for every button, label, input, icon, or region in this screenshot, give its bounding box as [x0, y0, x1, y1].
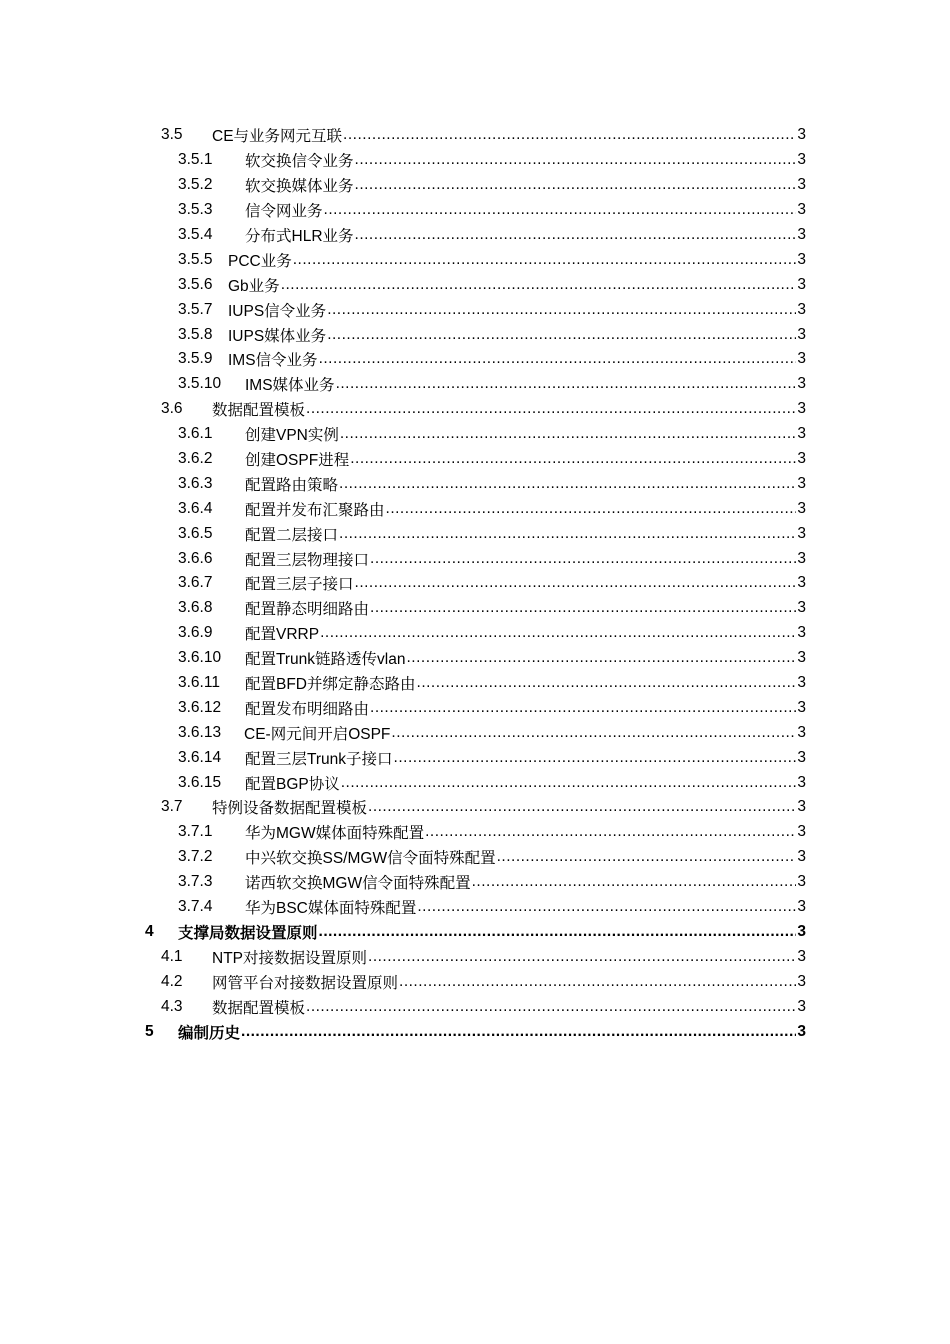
toc-entry-number: 3.5.4 [178, 226, 213, 243]
toc-dot-leader [336, 375, 797, 393]
toc-entry-number: 3.7.1 [178, 823, 213, 841]
toc-dot-leader [281, 276, 797, 294]
toc-entry[interactable] [0, 870, 806, 895]
toc-dot-leader [306, 400, 796, 418]
toc-entry-number: 3.6.1 [178, 425, 213, 443]
toc-entry[interactable] [0, 546, 806, 571]
toc-entry-page-number: 3 [797, 997, 806, 1015]
toc-entry-title: 网管平台对接数据设置原则 [212, 974, 399, 992]
toc-dot-leader [355, 574, 797, 592]
toc-entry-number: 3.7.3 [178, 873, 213, 891]
toc-entry[interactable] [0, 297, 806, 322]
toc-entry[interactable] [0, 272, 806, 297]
toc-entry-number: 3.6.8 [178, 599, 213, 617]
toc-entry-number: 3.6.9 [178, 624, 213, 642]
toc-dot-leader [320, 624, 796, 642]
toc-entry-page-number: 3 [797, 474, 806, 492]
toc-entry[interactable] [0, 447, 806, 472]
toc-entry[interactable] [0, 372, 806, 397]
toc-entry-title: 配置并发布汇聚路由 [245, 501, 385, 519]
toc-entry-page-number: 3 [797, 574, 806, 592]
toc-entry[interactable] [0, 496, 806, 521]
toc-entry-page-number: 3 [797, 126, 806, 144]
toc-entry-page-number: 3 [797, 798, 806, 816]
toc-entry-title: 特例设备数据配置模板 [212, 800, 368, 818]
toc-dot-leader [368, 948, 796, 966]
toc-dot-leader [355, 176, 797, 194]
toc-entry-number: 3.6.14 [178, 748, 222, 766]
toc-entry-title: 数据配置模板 [212, 999, 306, 1017]
toc-entry[interactable] [0, 820, 806, 845]
toc-dot-leader [350, 450, 796, 468]
toc-entry-page-number: 3 [797, 649, 806, 667]
toc-entry-title: 配置发布明细路由 [245, 700, 370, 718]
toc-entry-number: 5 [145, 1022, 154, 1040]
toc-entry[interactable] [0, 223, 806, 248]
toc-entry-title: IUPS媒体业务 [228, 327, 327, 345]
toc-entry-title: 配置VRRP [245, 626, 320, 644]
toc-entry-page-number: 3 [797, 450, 806, 468]
toc-entry-title: 诺西软交换MGW信令面特殊配置 [245, 875, 471, 893]
toc-entry-page-number: 3 [797, 947, 806, 965]
toc-entry-title: 编制历史 [178, 1024, 241, 1042]
toc-dot-leader [327, 326, 796, 344]
toc-entry[interactable] [0, 621, 806, 646]
toc-entry-page-number: 3 [797, 250, 806, 268]
toc-entry-number: 3.5.3 [178, 201, 213, 219]
toc-entry-page-number: 3 [797, 400, 806, 418]
toc-dot-leader [391, 724, 796, 742]
toc-entry[interactable] [0, 770, 806, 795]
toc-entry-title: 配置BFD并绑定静态路由 [245, 676, 416, 694]
toc-dot-leader [472, 873, 797, 891]
toc-entry-title: 信令网业务 [245, 203, 323, 221]
toc-entry-title: 中兴软交换SS/MGW信令面特殊配置 [245, 850, 496, 868]
toc-dot-leader [355, 226, 797, 244]
toc-entry-title: 支撑局数据设置原则 [178, 924, 318, 942]
toc-entry-page-number: 3 [797, 375, 806, 393]
toc-entry-number: 3.6.6 [178, 549, 213, 567]
toc-entry-page-number: 3 [797, 151, 806, 169]
toc-entry-title: IMS媒体业务 [245, 377, 335, 395]
toc-entry[interactable] [0, 646, 806, 671]
toc-entry-number: 3.6.4 [178, 499, 213, 517]
toc-entry-title: 配置三层Trunk子接口 [245, 750, 393, 768]
toc-entry-number: 3.5.8 [178, 325, 213, 343]
toc-entry-page-number: 3 [797, 1022, 806, 1040]
toc-dot-leader [417, 898, 796, 916]
toc-entry-page-number: 3 [797, 176, 806, 194]
toc-entry-number: 3.6.10 [178, 649, 222, 667]
toc-entry-title: 配置二层接口 [245, 526, 339, 544]
toc-dot-leader [370, 550, 796, 568]
toc-entry[interactable] [0, 745, 806, 770]
toc-entry[interactable] [0, 1019, 806, 1044]
toc-entry-number: 3.5.1 [178, 151, 213, 169]
toc-dot-leader [399, 973, 796, 991]
toc-dot-leader [343, 126, 796, 144]
toc-dot-leader [319, 350, 797, 368]
toc-entry-title: 华为MGW媒体面特殊配置 [245, 825, 425, 843]
toc-entry[interactable] [0, 720, 806, 745]
toc-entry-number: 3.6.5 [178, 524, 213, 542]
toc-entry[interactable] [0, 920, 806, 945]
toc-entry-page-number: 3 [797, 499, 806, 517]
toc-entry-number: 3.5.6 [178, 275, 213, 293]
toc-entry[interactable] [0, 148, 806, 173]
toc-entry[interactable] [0, 198, 806, 223]
toc-entry-page-number: 3 [797, 922, 806, 940]
toc-entry[interactable] [0, 596, 806, 621]
toc-entry-number: 3.5.9 [178, 350, 213, 368]
toc-entry[interactable] [0, 695, 806, 720]
toc-entry-number: 3.7.4 [178, 898, 213, 916]
toc-entry-number: 3.6.11 [178, 674, 220, 692]
toc-dot-leader [394, 749, 797, 767]
toc-dot-leader [370, 699, 796, 717]
toc-entry-number: 3.7 [161, 798, 183, 816]
toc-entry-page-number: 3 [797, 226, 806, 243]
toc-entry-number: 3.6.15 [178, 773, 222, 791]
toc-entry-number: 3.6.7 [178, 574, 213, 592]
toc-entry-number: 4.2 [161, 972, 183, 990]
toc-entry-page-number: 3 [797, 524, 806, 542]
toc-entry[interactable] [0, 944, 806, 969]
toc-entry-page-number: 3 [797, 300, 806, 318]
toc-entry-page-number: 3 [797, 350, 806, 368]
toc-entry[interactable] [0, 123, 806, 148]
toc-entry[interactable] [0, 173, 806, 198]
toc-entry-page-number: 3 [797, 848, 806, 866]
toc-dot-leader [368, 798, 796, 816]
toc-entry[interactable] [0, 397, 806, 422]
toc-entry-page-number: 3 [797, 773, 806, 791]
toc-entry[interactable] [0, 895, 806, 920]
toc-entry-number: 3.5.7 [178, 300, 213, 318]
toc-entry[interactable] [0, 521, 806, 546]
toc-dot-leader [497, 848, 797, 866]
toc-entry-number: 3.5.5 [178, 250, 213, 268]
toc-dot-leader [417, 674, 797, 692]
toc-entry-page-number: 3 [797, 549, 806, 567]
toc-dot-leader [324, 201, 797, 219]
toc-entry-title: 数据配置模板 [212, 402, 306, 420]
toc-entry[interactable] [0, 347, 806, 372]
toc-entry-title: 创建VPN实例 [245, 427, 339, 445]
toc-entry-number: 3.7.2 [178, 848, 213, 866]
toc-dot-leader [386, 500, 797, 518]
toc-entry[interactable] [0, 247, 806, 272]
toc-entry[interactable] [0, 471, 806, 496]
toc-entry-title: 软交换信令业务 [245, 153, 354, 171]
toc-dot-leader [340, 425, 797, 443]
table-of-contents [0, 123, 950, 1044]
toc-entry-page-number: 3 [797, 972, 806, 990]
toc-dot-leader [339, 525, 796, 543]
toc-dot-leader [293, 251, 797, 269]
toc-entry-title: 分布式HLR业务 [245, 228, 354, 245]
toc-entry-number: 4.3 [161, 997, 183, 1015]
toc-entry-number: 4.1 [161, 947, 183, 965]
toc-dot-leader [319, 923, 797, 941]
toc-entry-title: 华为BSC媒体面特殊配置 [245, 900, 417, 918]
toc-entry[interactable] [0, 322, 806, 347]
toc-entry-number: 4 [145, 922, 154, 940]
toc-entry-number: 3.6.13 [178, 723, 222, 741]
toc-entry-page-number: 3 [797, 275, 806, 293]
toc-entry-number: 3.6.2 [178, 450, 213, 468]
toc-entry-title: 配置静态明细路由 [245, 601, 370, 619]
toc-entry-page-number: 3 [797, 723, 806, 741]
toc-entry-number: 3.5.10 [178, 375, 222, 393]
toc-entry-page-number: 3 [797, 624, 806, 642]
toc-entry[interactable] [0, 795, 806, 820]
toc-entry-number: 3.6.12 [178, 698, 222, 716]
toc-dot-leader [306, 998, 796, 1016]
toc-entry-title: 创建OSPF进程 [245, 452, 350, 470]
toc-entry-page-number: 3 [797, 698, 806, 716]
toc-entry-page-number: 3 [797, 873, 806, 891]
toc-entry-title: PCC业务 [228, 252, 292, 270]
toc-entry-title: 配置BGP协议 [245, 775, 340, 793]
toc-dot-leader [355, 151, 797, 169]
toc-entry-title: 软交换媒体业务 [245, 178, 354, 196]
toc-dot-leader [327, 301, 796, 319]
toc-entry-title: 配置Trunk链路透传vlan [245, 651, 406, 669]
toc-dot-leader [425, 823, 796, 841]
toc-entry-title: IMS信令业务 [228, 352, 318, 370]
toc-entry-number: 3.5 [161, 126, 183, 144]
toc-dot-leader [339, 475, 796, 493]
toc-entry[interactable] [0, 571, 806, 596]
toc-entry-title: Gb业务 [228, 277, 280, 295]
toc-entry-title: CE与业务网元互联 [212, 128, 343, 146]
toc-entry-title: NTP对接数据设置原则 [212, 949, 368, 967]
toc-dot-leader [241, 1023, 796, 1041]
toc-dot-leader [341, 774, 797, 792]
toc-dot-leader [370, 599, 796, 617]
toc-entry-number: 3.5.2 [178, 176, 213, 194]
toc-entry-title: IUPS信令业务 [228, 302, 327, 320]
toc-entry[interactable] [0, 994, 806, 1019]
toc-entry[interactable] [0, 845, 806, 870]
toc-entry[interactable] [0, 422, 806, 447]
toc-entry-title: 配置三层物理接口 [245, 551, 370, 569]
toc-entry-page-number: 3 [797, 898, 806, 916]
toc-entry-page-number: 3 [797, 748, 806, 766]
toc-entry-title: 配置路由策略 [245, 476, 339, 494]
toc-entry-title: 配置三层子接口 [245, 576, 354, 594]
toc-entry-number: 3.6 [161, 400, 183, 418]
toc-entry[interactable] [0, 671, 806, 696]
toc-entry-page-number: 3 [797, 201, 806, 219]
toc-entry-page-number: 3 [797, 325, 806, 343]
toc-entry-page-number: 3 [797, 425, 806, 443]
toc-entry-page-number: 3 [797, 674, 806, 692]
toc-entry-title: CE-网元间开启OSPF [244, 725, 391, 743]
toc-entry-number: 3.6.3 [178, 474, 213, 492]
toc-entry-page-number: 3 [797, 599, 806, 617]
toc-entry-page-number: 3 [797, 823, 806, 841]
toc-entry[interactable] [0, 969, 806, 994]
toc-dot-leader [406, 649, 796, 667]
